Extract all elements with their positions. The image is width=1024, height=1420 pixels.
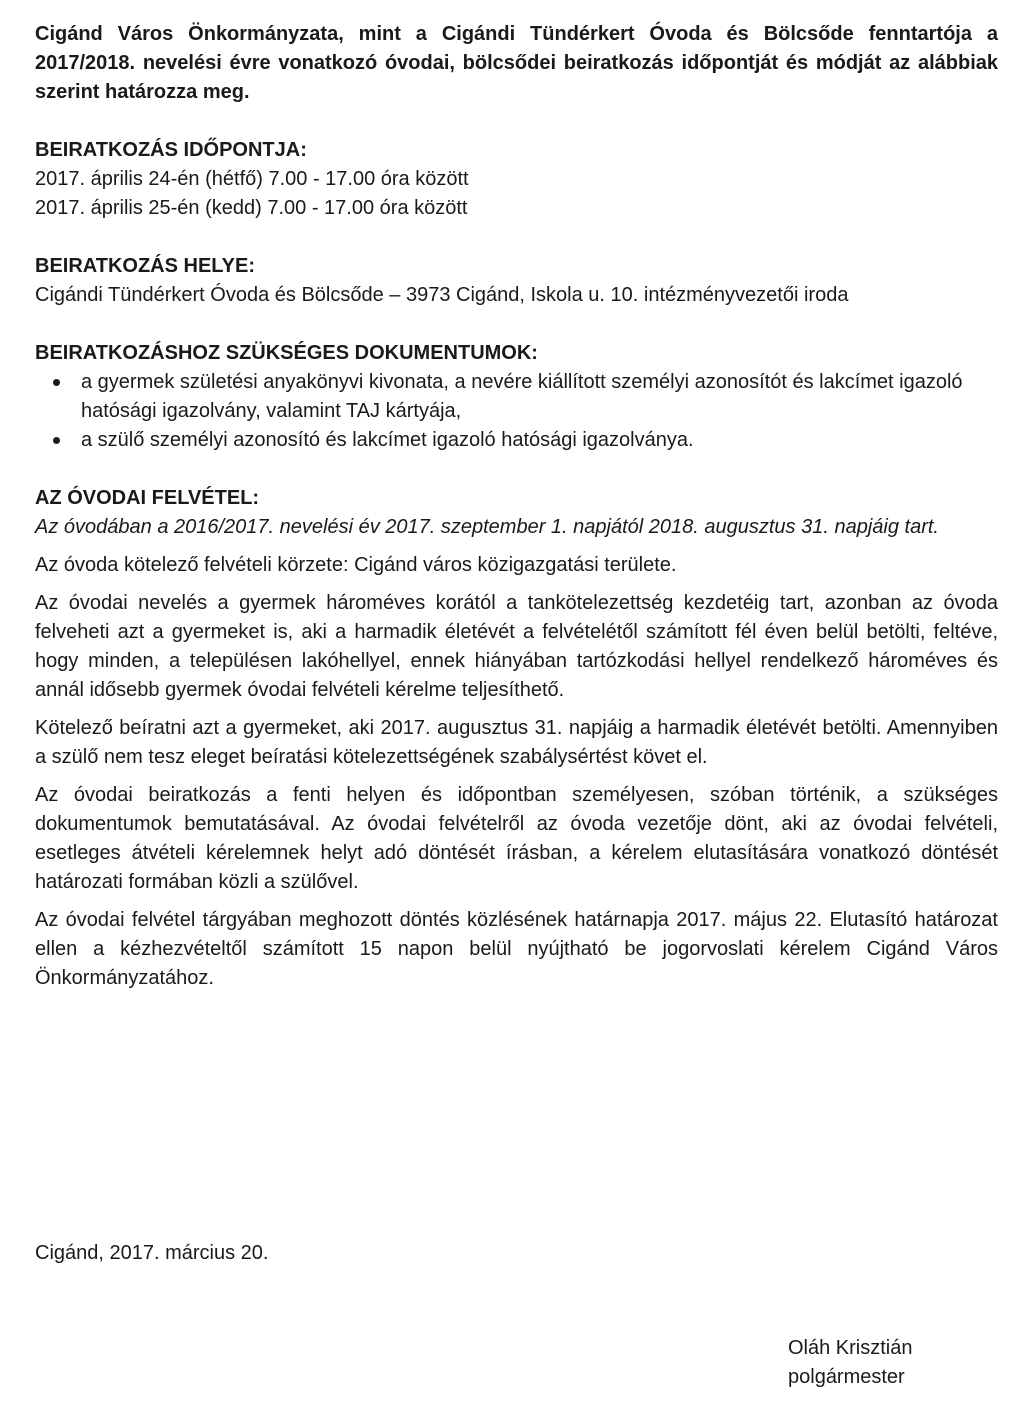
bullet-icon [53,437,60,444]
admission-paragraph: Az óvodai nevelés a gyermek hároméves korától a tankötelezettség kezdetéig tart, azonban az óvoda felveheti azt a gyermeket is, aki a harmadik életévét a felvételétől számított fél éven belül betölti, feltéve, hogy minden, a településen lakóhellyel, ennek hiányában tartózkodási hellyel rendelkező hároméves és annál idősebb gyermek óvodai felvételi kérelme teljesíthető. [35,592,998,701]
schedule-line: 2017. április 25-én (kedd) 7.00 - 17.00 óra között [35,197,468,219]
admission-heading: AZ ÓVODAI FELVÉTEL: [35,487,260,509]
location-text: Cigándi Tündérkert Óvoda és Bölcsőde – 3973 Cigánd, Iskola u. 10. intézményvezetői iroda [35,284,849,306]
document-body [35,20,998,1002]
signer-name: Oláh Krisztián [788,1337,913,1359]
place-date: Cigánd, 2017. március 20. [35,1242,269,1264]
documents-list [35,368,998,455]
admission-paragraph: Az óvoda kötelező felvételi körzete: Cigánd város közigazgatási területe. [35,554,677,576]
location-section [35,252,998,310]
list-item-text: a gyermek születési anyakönyvi kivonata, a nevére kiállított személyi azonosítót és lakcímet igazoló hatósági igazolvány, valamint TAJ kártyája, [81,371,963,422]
schedule-heading: BEIRATKOZÁS IDŐPONTJA: [35,139,307,161]
list-item-text: a szülő személyi azonosító és lakcímet igazoló hatósági igazolványa. [81,429,694,451]
location-heading: BEIRATKOZÁS HELYE: [35,255,256,277]
admission-paragraph: Az óvodai felvétel tárgyában meghozott döntés közlésének határnapja 2017. május 22. Elutasító határozat ellen a kézhezvételtől számított 15 napon belül nyújtható be jogorvoslati kérelem Cigánd Város Önkormányzatához. [35,909,998,989]
documents-heading: BEIRATKOZÁSHOZ SZÜKSÉGES DOKUMENTUMOK: [35,342,538,364]
admission-section [35,484,998,993]
bullet-icon [53,379,60,386]
list-item [35,368,998,426]
signer-title: polgármester [788,1366,905,1388]
schedule-line: 2017. április 24-én (hétfő) 7.00 - 17.00 óra között [35,168,469,190]
schedule-section [35,136,998,223]
signature-block [788,1334,913,1392]
admission-paragraph: Kötelező beíratni azt a gyermeket, aki 2017. augusztus 31. napjáig a harmadik életévét betölti. Amennyiben a szülő nem tesz eleget beíratási kötelezettségének szabálysértést követ el. [35,717,998,768]
admission-italic-note: Az óvodában a 2016/2017. nevelési év 2017. szeptember 1. napjától 2018. augusztus 31. napjáig tart. [35,516,939,538]
documents-section [35,339,998,455]
list-item [35,426,998,455]
admission-paragraph: Az óvodai beiratkozás a fenti helyen és időpontban személyesen, szóban történik, a szükséges dokumentumok bemutatásával. Az óvodai felvételről az óvoda vezetője dönt, aki az óvodai felvételi, esetleges átvételi kérelemnek helyt adó döntését írásban, a kérelem elutasítására vonatkozó döntését határozati formában közli a szülővel. [35,784,998,893]
intro-paragraph: Cigánd Város Önkormányzata, mint a Cigándi Tündérkert Óvoda és Bölcsőde fenntartója a 2017/2018. nevelési évre vonatkozó óvodai, bölcsődei beiratkozás időpontját és módját az alábbiak szerint határozza meg. [35,23,998,103]
